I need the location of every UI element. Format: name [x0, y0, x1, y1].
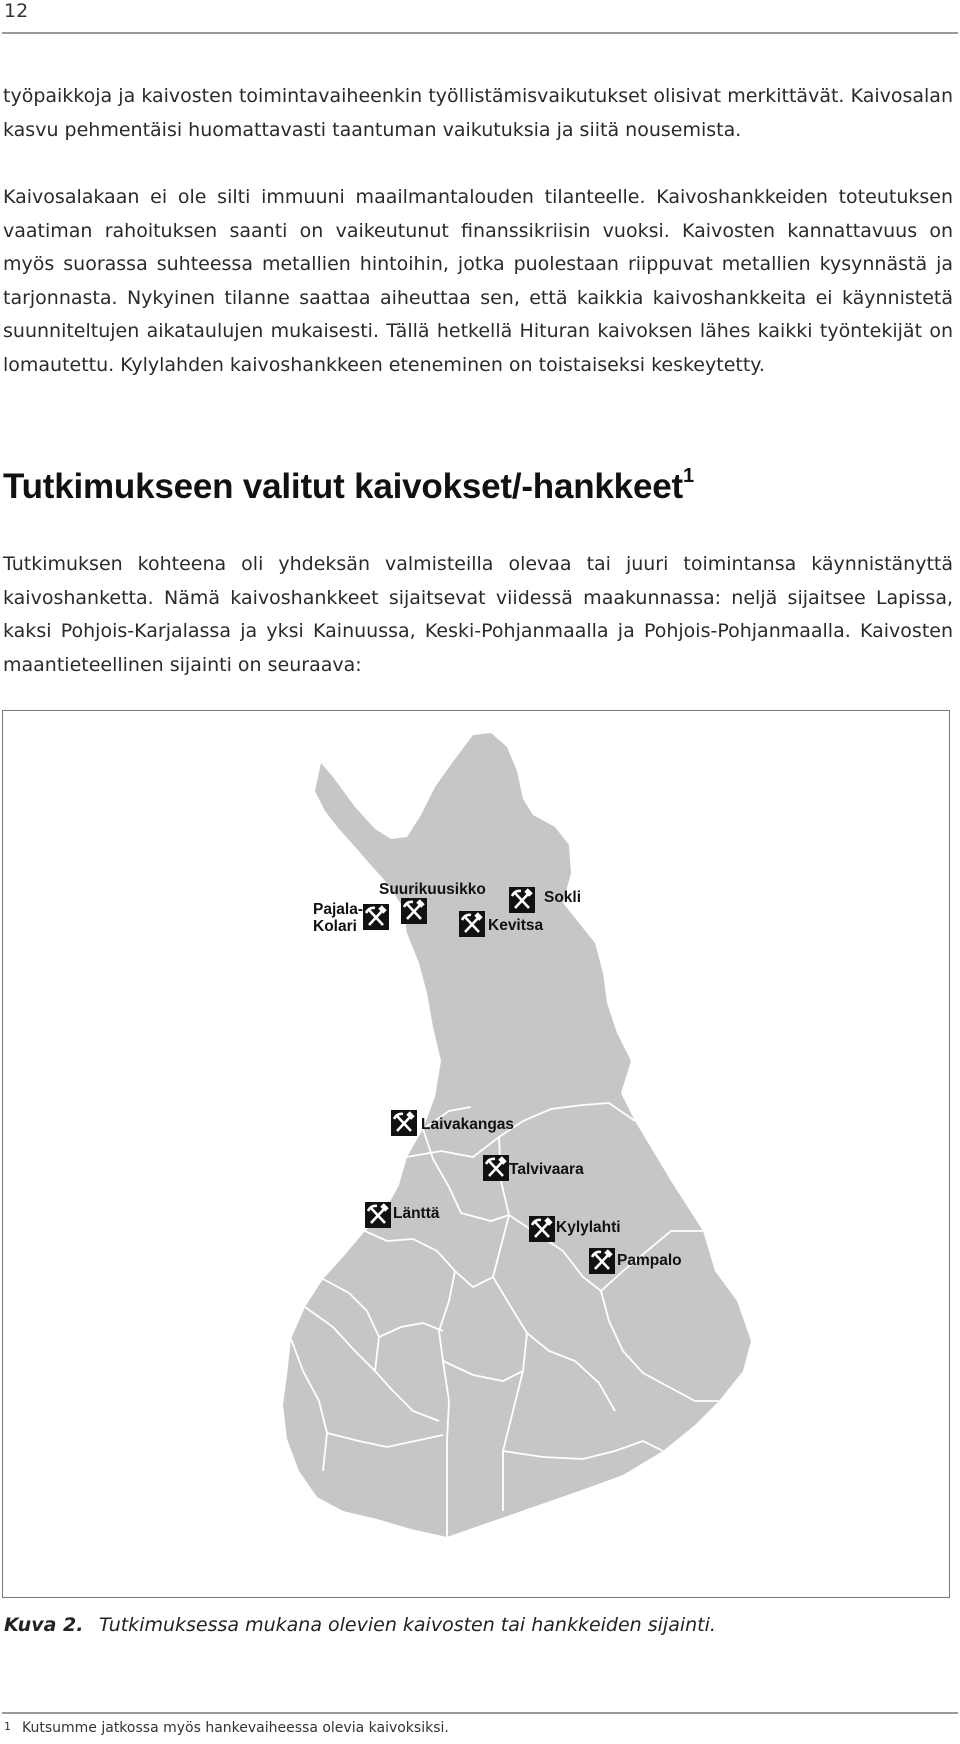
mine-icon-pampalo — [589, 1248, 615, 1274]
mine-icon-kylylahti — [529, 1216, 555, 1242]
page-number: 12 — [4, 0, 29, 22]
footnote — [4, 1720, 449, 1736]
paragraph-3: Tutkimuksen kohteena oli yhdeksän valmisteilla olevaa tai juuri toimintansa käynnistänyttä kaivoshanketta. Nämä kaivoshankkeet sijaitsevat viidessä maakunnassa: neljä sijaitsee Lapissa, kaksi Pohjois-Karjalassa ja yksi Kainuussa, Keski-Pohjanmaalla ja Pohjois-Pohjanmaalla. Kaivosten maantieteellinen sijainti on seuraava: — [3, 553, 953, 676]
label-pajala: Pajala- — [313, 901, 363, 918]
mine-icon-sokli — [509, 887, 535, 913]
label-lantta: Länttä — [393, 1205, 440, 1222]
label-talvivaara: Talvivaara — [509, 1161, 584, 1178]
paragraph-2: Kaivosalakaan ei ole silti immuuni maailmantalouden tilanteelle. Kaivoshankkeiden toteutuksen vaatiman rahoituksen saanti on vaikeutunut finanssikriisin vuoksi. Kaivosten kannattavuus on myös suorassa suhteessa metallien hintoihin, jotka puolestaan riippuvat metallien kysynnästä ja tarjonnasta. Nykyinen tilanne saattaa aiheuttaa sen, että kaikkia kaivoshankkeita ei käynnistetä suunniteltujen aikataulujen mukaisesti. Tällä hetkellä Hituran kaivoksen lähes kaikki työntekijät on lomautettu. Kylylahden kaivoshankkeen eteneminen on toistaiseksi keskeytetty. — [3, 186, 953, 376]
paragraph-1: työpaikkoja ja kaivosten toimintavaiheenkin työllistämisvaikutukset olisivat merkittävät. Kaivosalan kasvu pehmentäisi huomattavasti taantuman vaikutuksia ja siitä nousemista. — [3, 85, 953, 141]
mine-icon-laivakangas — [391, 1110, 417, 1136]
mine-icon-suurikuusikko — [401, 898, 427, 924]
mine-icon-kevitsa — [459, 911, 485, 937]
footnote-rule — [2, 1712, 958, 1714]
label-sokli: Sokli — [544, 889, 582, 906]
footnote-text: Kutsumme jatkossa myös hankevaiheessa olevia kaivoksiksi. — [22, 1720, 449, 1736]
header-rule — [2, 32, 958, 34]
footnote-ref[interactable]: 1 — [682, 465, 694, 487]
mine-icon-talvivaara — [483, 1155, 509, 1181]
mine-icon-lantta — [365, 1202, 391, 1228]
label-suurikuusikko: Suurikuusikko — [379, 881, 486, 898]
label-kevitsa: Kevitsa — [488, 917, 544, 934]
caption-text: Tutkimuksessa mukana olevien kaivosten tai hankkeiden sijainti. — [99, 1614, 716, 1636]
label-kolari: Kolari — [313, 918, 357, 935]
label-pampalo: Pampalo — [617, 1252, 682, 1269]
label-kylylahti: Kylylahti — [556, 1219, 621, 1236]
label-laivakangas: Laivakangas — [421, 1116, 515, 1133]
finland-mine-map — [2, 710, 950, 1598]
finland-landmass — [283, 733, 751, 1537]
mine-icon-pajala-kolari — [363, 904, 389, 930]
footnote-mark: 1 — [4, 1720, 11, 1733]
caption-label: Kuva 2. — [4, 1614, 84, 1636]
section-heading — [3, 467, 694, 507]
map-svg — [3, 711, 948, 1596]
figure-caption — [4, 1614, 716, 1636]
section-heading-text: Tutkimukseen valitut kaivokset/-hankkeet — [3, 467, 683, 506]
